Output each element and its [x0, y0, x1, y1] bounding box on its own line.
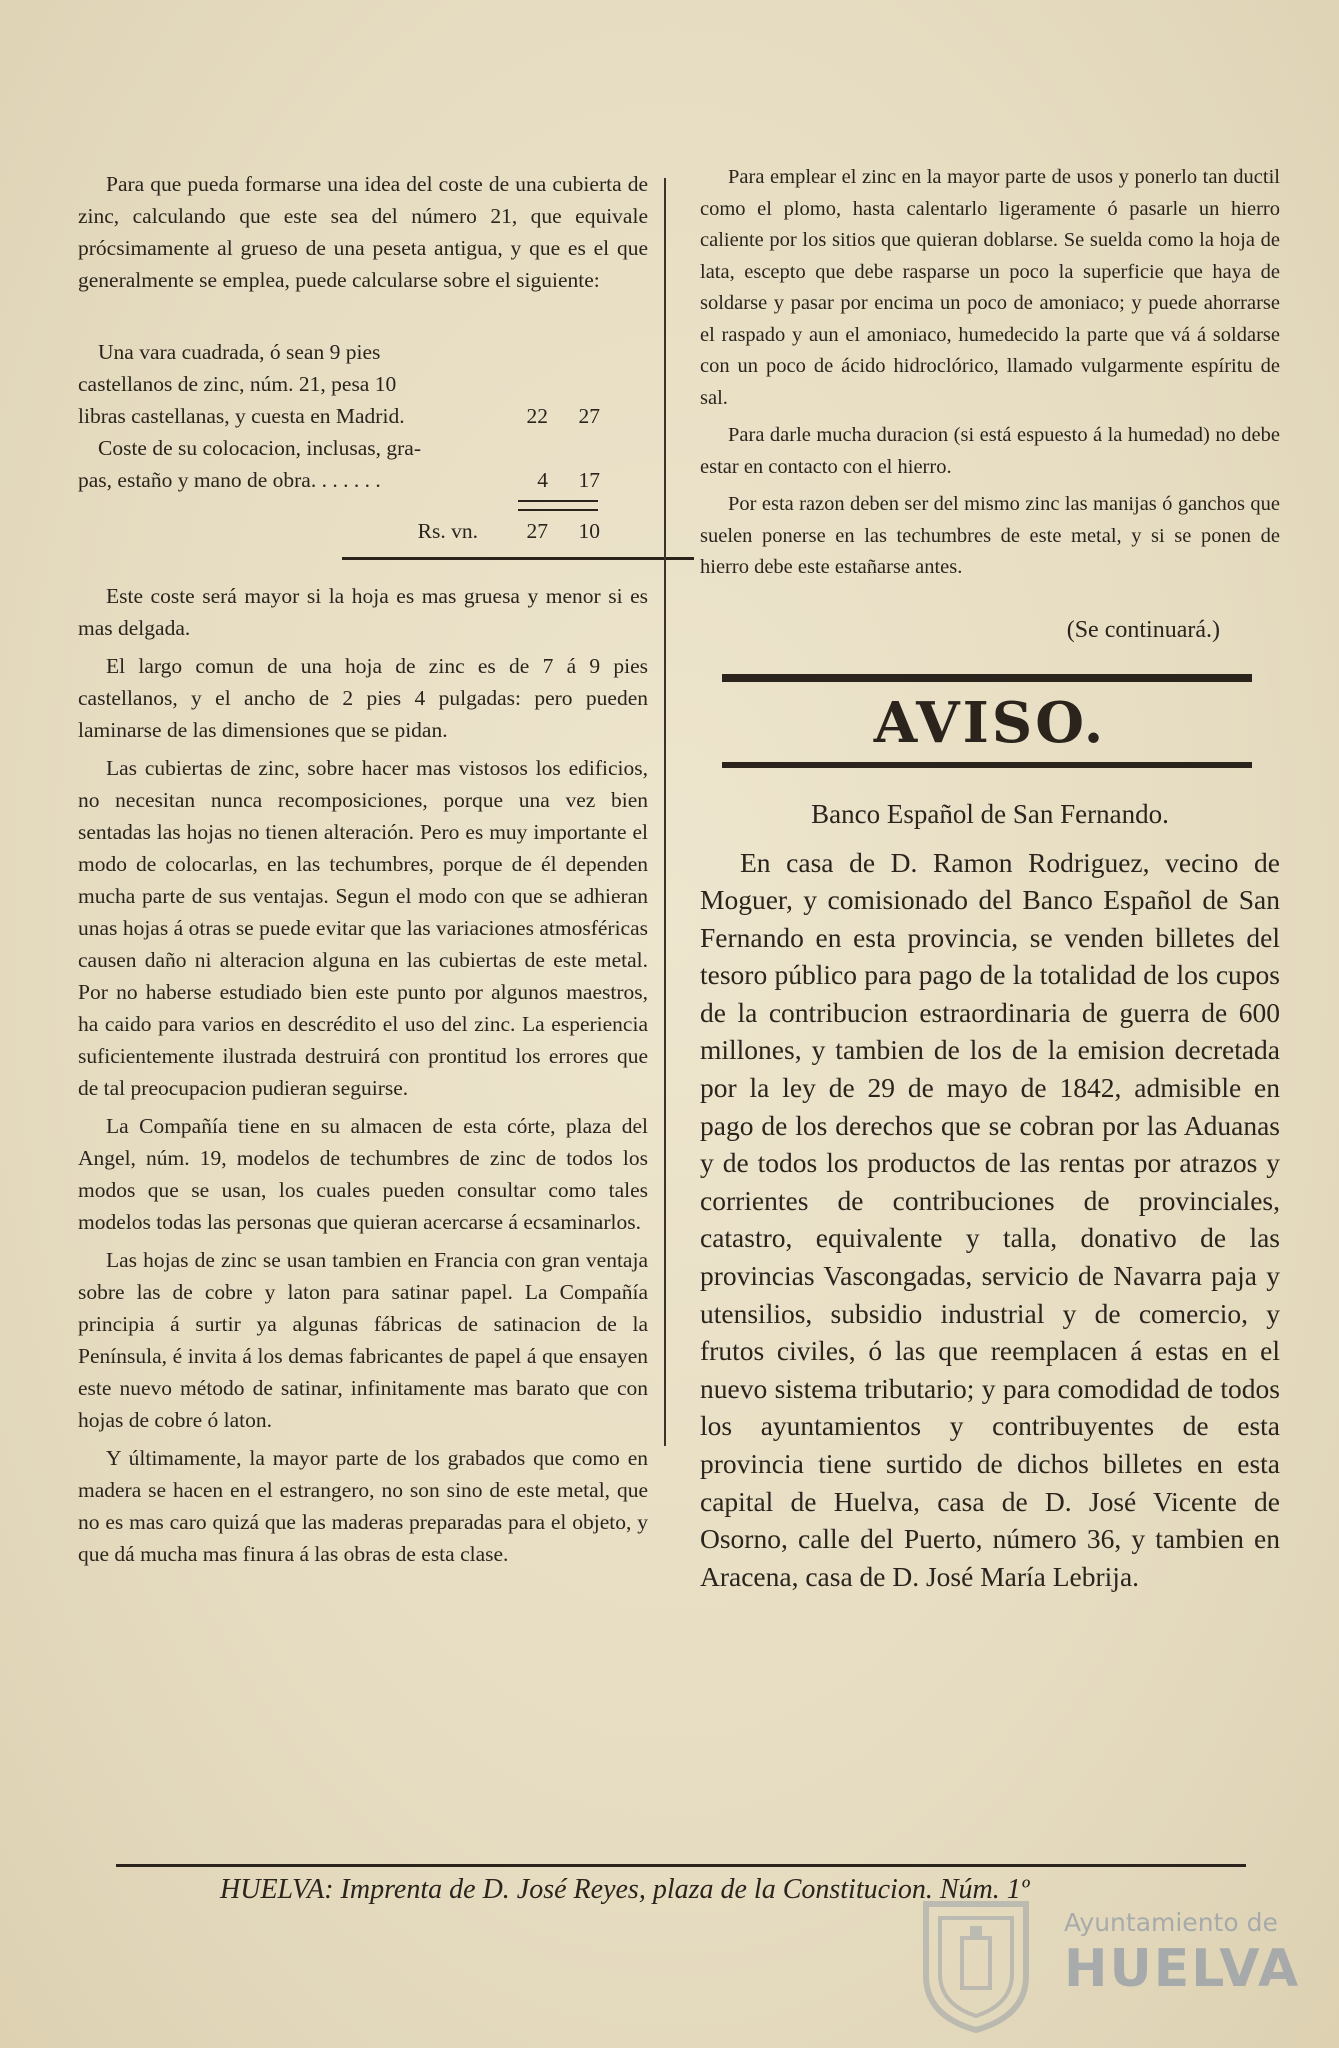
cost-row-description — [78, 336, 498, 432]
cost-maravedis: 27 — [578, 404, 600, 428]
cost-reales: 22 — [526, 404, 548, 428]
city-crest-icon — [918, 1898, 1034, 2034]
left-column — [78, 168, 648, 1576]
paragraph: Y últimamente, la mayor parte de los grabados que como en madera se hacen en el estrangero, no son sino de este metal, que no es mas caro quizá que las maderas preparadas para el objeto, y que dá mucha mas finura á las obras de esta clase. — [78, 1446, 648, 1566]
aviso-body — [700, 844, 1280, 1596]
watermark-text — [1064, 1908, 1300, 2000]
aviso-top-rule — [722, 674, 1252, 682]
cost-row-labor — [78, 432, 648, 496]
watermark-line2: HUELVA — [1064, 1939, 1301, 1999]
cost-line: castellanos de zinc, núm. 21, pesa 10 — [78, 372, 397, 396]
sum-double-rule — [518, 500, 598, 511]
cost-total-row — [78, 515, 648, 547]
paragraph: El largo comun de una hoja de zinc es de 7 á 9 pies castellanos, y el ancho de 2 pies 4 pulgadas: pero pueden laminarse de las dimensiones que se pidan. — [78, 654, 648, 742]
cost-row-description — [78, 432, 498, 496]
paragraph: Las cubiertas de zinc, sobre hacer mas vistosos los edificios, no necesitan nunca recomposiciones, porque una vez bien sentadas las hojas no tienen alteración. Pero es muy importante el modo de colocarlas, en las techumbres, porque de él dependen mucha parte de sus ventajas. Segun el modo con que se adhieran unas hojas á otras se puede evitar que las variaciones atmosféricas causen daño ni alteracion alguna en las cubiertas de este metal. Por no haberse estudiado bien este punto por algunos maestros, ha caido para varios en descrédito el uso del zinc. La esperiencia suficientemente ilustrada destruirá con prontitud los errores que de tal preocupacion pudieran seguirse. — [78, 756, 648, 1100]
cost-line: libras castellanas, y cuesta en Madrid. — [78, 404, 405, 428]
table-separator-rule — [342, 557, 694, 560]
footer-rule — [116, 1864, 1246, 1867]
aviso-bottom-rule — [722, 762, 1252, 768]
bank-heading: Banco Español de San Fernando. — [811, 798, 1169, 829]
cost-table — [78, 336, 648, 560]
right-article — [700, 162, 1280, 584]
intro-paragraph: Para que pueda formarse una idea del coste de una cubierta de zinc, calculando que este sea del número 21, que equivale prócsimamente al grueso de una peseta antigua, y que es el que generalmente se emplea, puede calcularse sobre el siguiente: — [78, 172, 648, 292]
continuation-note: (Se continuará.) — [1066, 616, 1220, 643]
cost-maravedis: 17 — [578, 468, 600, 492]
total-label: Rs. vn. — [417, 519, 478, 543]
aviso-paragraph: En casa de D. Ramon Rodriguez, vecino de Moguer, y comisionado del Banco Español de San Fernando en esta provincia, se venden billetes del tesoro público para pago de la totalidad de los cupos de la contribucion estraordinaria de guerra de 600 millones, y tambien de los de la emision decretada por la ley de 29 de mayo de 1842, admisible en pago de los derechos que se cobran por las Aduanas y de todos los productos de las rentas por atrazos y corrientes de contribuciones de provinciales, catastro, equivalente y talla, donativo de las provincias Vascongadas, servicio de Navarra paja y utensilios, subsidio industrial y de comercio, y frutos civiles, ó las que reemplacen á estas en el nuevo sistema tributario; y para comodidad de todos los ayuntamientos y contribuyentes de esta provincia tiene surtido de dichos billetes en esta capital de Huelva, casa de D. José Vicente de Osorno, calle del Puerto, número 36, y tambien en Aracena, casa de D. José María Lebrija. — [700, 846, 1280, 1592]
paragraph: La Compañía tiene en su almacen de esta córte, plaza del Angel, núm. 19, modelos de techumbres de zinc de todos los modos que se usan, los cuales pueden consultar como tales modelos todas las personas que quieran acercarse á ecsaminarlos. — [78, 1114, 648, 1234]
cost-line: Coste de su colocacion, inclusas, gra- — [98, 436, 422, 460]
cost-reales: 4 — [537, 468, 548, 492]
total-maravedis: 10 — [578, 519, 600, 543]
paragraph: Las hojas de zinc se usan tambien en Francia con gran ventaja sobre las de cobre y laton para satinar papel. La Compañía principia á surtir ya algunas fábricas de satinacion de la Península, é invita á los demas fabricantes de papel á que ensayen este nuevo método de satinar, infinitamente mas barato que con hojas de cobre ó laton. — [78, 1248, 648, 1432]
aviso-title: AVISO. — [873, 689, 1107, 756]
column-divider — [664, 178, 666, 1446]
paragraph: Por esta razon deben ser del mismo zinc las manijas ó ganchos que suelen ponerse en las techumbres de este metal, y si se ponen de hierro debe este estañarse antes. — [700, 493, 1280, 578]
cost-line: Una vara cuadrada, ó sean 9 pies — [98, 340, 381, 364]
watermark-line1: Ayuntamiento de — [1064, 1908, 1278, 1937]
paragraph: Para emplear el zinc en la mayor parte de usos y ponerlo tan ductil como el plomo, hasta calentarlo ligeramente ó pasarle un hierro caliente por los sitios que quieran doblarse. Se suelda como la hoja de lata, escepto que debe rasparse un poco la superficie que haya de soldarse y pasar por encima un poco de amoniaco; y puede ahorrarse el raspado y aun el amoniaco, humedecido la parte que vá á soldarse con un poco de ácido hidroclórico, llamado vulgarmente espíritu de sal. — [700, 166, 1280, 409]
cost-row-material — [78, 336, 648, 432]
right-column — [700, 162, 1280, 1601]
paragraph: Para darle mucha duracion (si está espuesto á la humedad) no debe estar en contacto con el hierro. — [700, 424, 1280, 478]
printer-imprint: HUELVA: Imprenta de D. José Reyes, plaza de la Constitucion. Núm. 1º — [220, 1874, 1030, 1905]
total-reales: 27 — [526, 519, 548, 543]
cost-line: pas, estaño y mano de obra. . . . . . . — [78, 468, 381, 492]
paragraph: Este coste será mayor si la hoja es mas gruesa y menor si es mas delgada. — [78, 584, 648, 640]
